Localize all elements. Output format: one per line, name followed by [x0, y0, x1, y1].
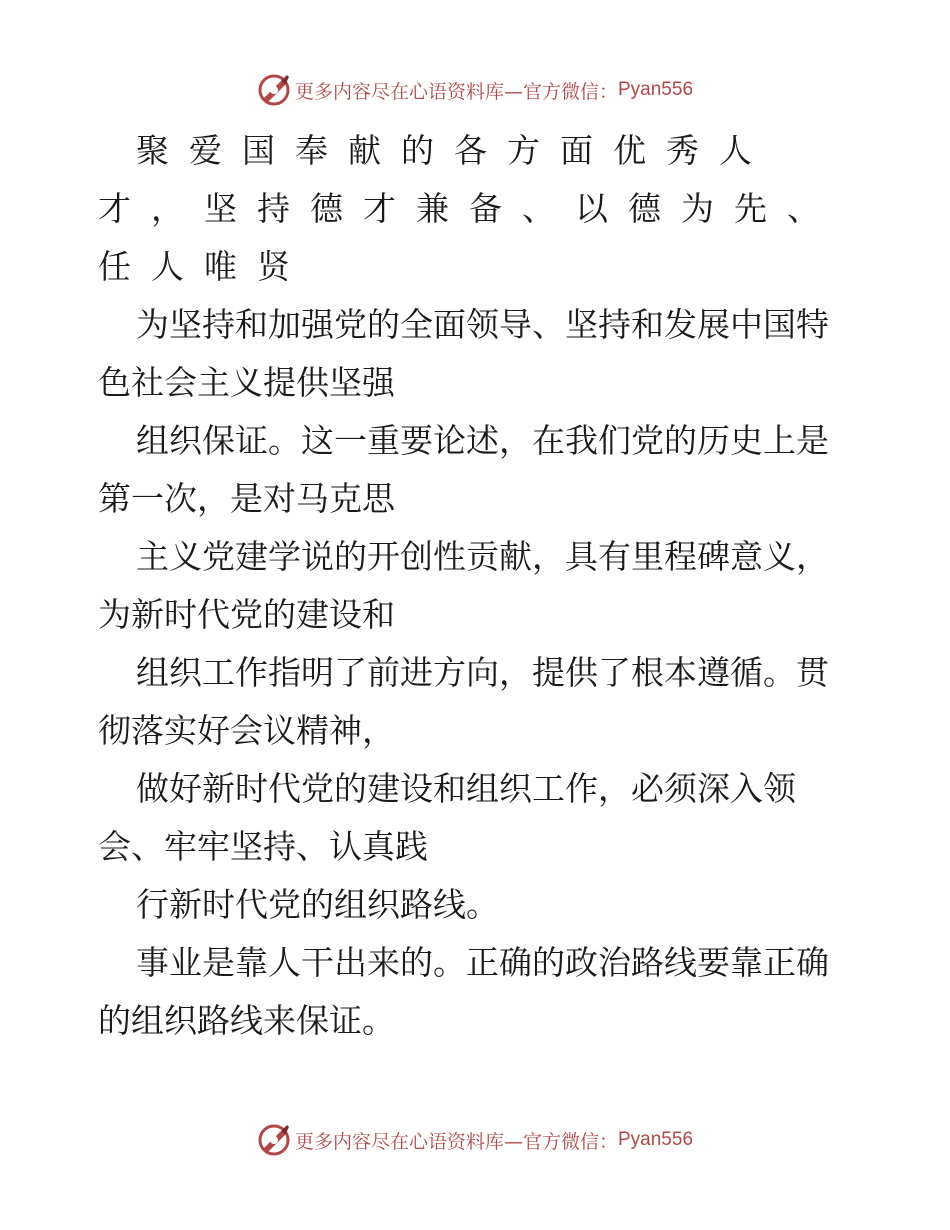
banner-wechat-id: Pyan556: [618, 79, 694, 100]
banner-wechat-id: Pyan556: [618, 1129, 694, 1150]
paragraph: 组织工作指明了前进方向，提供了根本遵循。贯彻落实好会议精神，: [98, 653, 829, 750]
paragraph: 事业是靠人干出来的。正确的政治路线要靠正确的组织路线来保证。: [98, 943, 829, 1040]
paragraph: 行新时代党的组织路线。: [136, 885, 499, 924]
banner-text: 更多内容尽在心语资料库—官方微信：: [294, 80, 618, 103]
paragraph: 组织保证。这一重要论述，在我们党的历史上是第一次，是对马克思: [98, 421, 829, 518]
footer-banner: [0, 1120, 950, 1160]
banner-text: 更多内容尽在心语资料库—官方微信：: [294, 1130, 618, 1153]
paragraph: 主义党建学说的开创性贡献，具有里程碑意义，为新时代党的建设和: [98, 537, 829, 634]
paragraph: 做好新时代党的建设和组织工作，必须深入领会、牢牢坚持、认真践: [98, 769, 796, 866]
paragraph: 聚爱国奉献的各方面优秀人才，坚持德才兼备、以德为先、任人唯贤: [98, 131, 840, 286]
pen-logo-icon: [257, 1123, 291, 1157]
pen-logo-icon: [257, 73, 291, 107]
header-banner: [0, 70, 950, 110]
paragraph: 为坚持和加强党的全面领导、坚持和发展中国特色社会主义提供坚强: [98, 305, 829, 402]
document-body: [98, 122, 850, 1050]
